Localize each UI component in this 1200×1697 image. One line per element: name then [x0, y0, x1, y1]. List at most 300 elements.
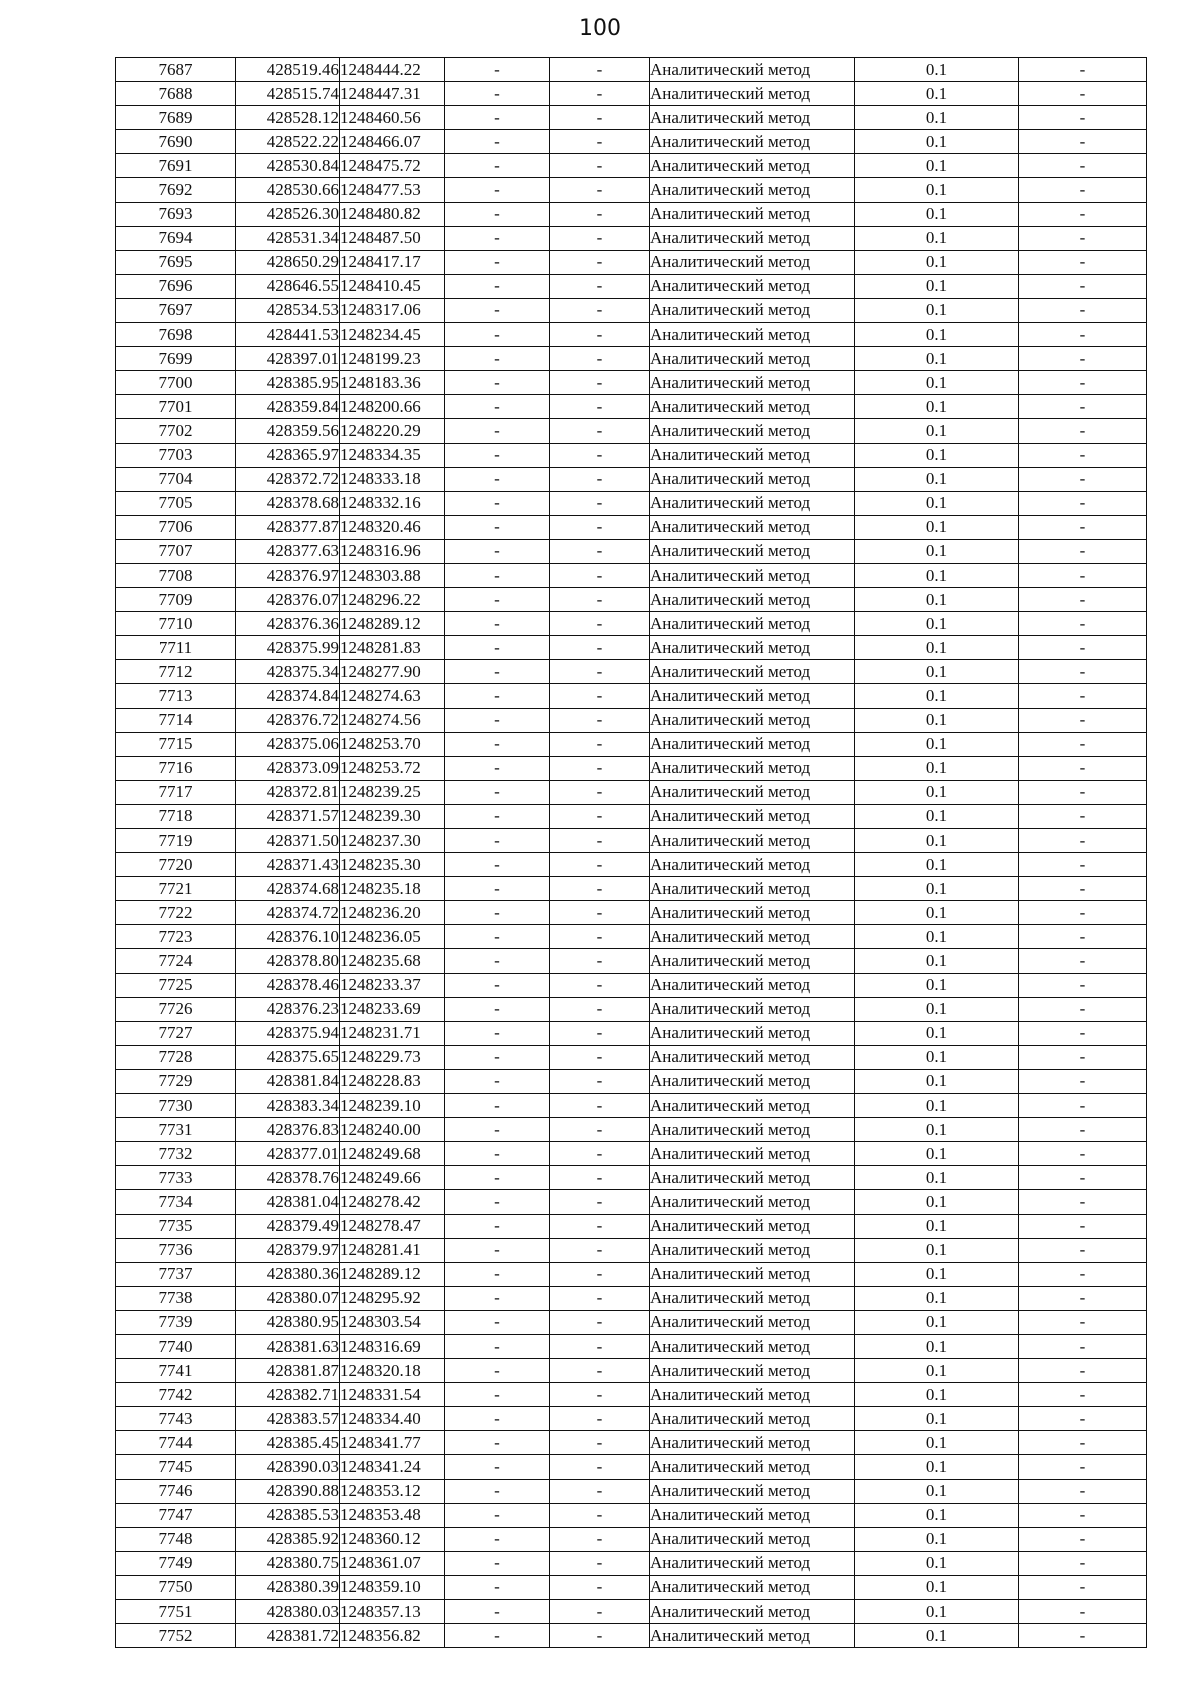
dash-cell: - — [550, 419, 650, 443]
dash-cell: - — [445, 1166, 550, 1190]
precision-cell: 0.1 — [855, 1455, 1019, 1479]
point-number-cell: 7691 — [116, 154, 236, 178]
method-cell: Аналитический метод — [650, 853, 855, 877]
precision-cell: 0.1 — [855, 106, 1019, 130]
dash-cell: - — [1019, 973, 1147, 997]
dash-cell: - — [550, 467, 650, 491]
x-coordinate-cell: 428374.72 — [236, 901, 340, 925]
method-cell: Аналитический метод — [650, 780, 855, 804]
table-row — [116, 1094, 1147, 1118]
method-cell: Аналитический метод — [650, 660, 855, 684]
dash-cell: - — [445, 58, 550, 82]
dash-cell: - — [445, 973, 550, 997]
method-cell: Аналитический метод — [650, 1359, 855, 1383]
dash-cell: - — [1019, 1238, 1147, 1262]
point-number-cell: 7703 — [116, 443, 236, 467]
dash-cell: - — [550, 684, 650, 708]
precision-cell: 0.1 — [855, 925, 1019, 949]
point-number-cell: 7694 — [116, 226, 236, 250]
table-row — [116, 1455, 1147, 1479]
precision-cell: 0.1 — [855, 1286, 1019, 1310]
method-cell: Аналитический метод — [650, 515, 855, 539]
table-row — [116, 58, 1147, 82]
y-coordinate-cell: 1248233.37 — [340, 973, 445, 997]
point-number-cell: 7737 — [116, 1262, 236, 1286]
table-row — [116, 226, 1147, 250]
dash-cell: - — [550, 1262, 650, 1286]
point-number-cell: 7725 — [116, 973, 236, 997]
table-row — [116, 202, 1147, 226]
dash-cell: - — [550, 1407, 650, 1431]
x-coordinate-cell: 428522.22 — [236, 130, 340, 154]
point-number-cell: 7700 — [116, 371, 236, 395]
x-coordinate-cell: 428381.84 — [236, 1069, 340, 1093]
precision-cell: 0.1 — [855, 1383, 1019, 1407]
dash-cell: - — [550, 1190, 650, 1214]
precision-cell: 0.1 — [855, 756, 1019, 780]
x-coordinate-cell: 428380.39 — [236, 1575, 340, 1599]
precision-cell: 0.1 — [855, 1118, 1019, 1142]
dash-cell: - — [1019, 732, 1147, 756]
dash-cell: - — [550, 1214, 650, 1238]
table-row — [116, 178, 1147, 202]
dash-cell: - — [550, 1359, 650, 1383]
dash-cell: - — [1019, 684, 1147, 708]
y-coordinate-cell: 1248274.56 — [340, 708, 445, 732]
dash-cell: - — [550, 780, 650, 804]
dash-cell: - — [1019, 660, 1147, 684]
dash-cell: - — [1019, 829, 1147, 853]
dash-cell: - — [1019, 1359, 1147, 1383]
dash-cell: - — [1019, 1407, 1147, 1431]
x-coordinate-cell: 428372.72 — [236, 467, 340, 491]
y-coordinate-cell: 1248334.40 — [340, 1407, 445, 1431]
y-coordinate-cell: 1248236.05 — [340, 925, 445, 949]
precision-cell: 0.1 — [855, 1310, 1019, 1334]
dash-cell: - — [445, 1214, 550, 1238]
precision-cell: 0.1 — [855, 1021, 1019, 1045]
table-row — [116, 395, 1147, 419]
table-row — [116, 1551, 1147, 1575]
point-number-cell: 7693 — [116, 202, 236, 226]
dash-cell: - — [1019, 1021, 1147, 1045]
table-row — [116, 1045, 1147, 1069]
dash-cell: - — [1019, 106, 1147, 130]
point-number-cell: 7695 — [116, 250, 236, 274]
dash-cell: - — [550, 636, 650, 660]
dash-cell: - — [550, 732, 650, 756]
dash-cell: - — [550, 395, 650, 419]
x-coordinate-cell: 428374.68 — [236, 877, 340, 901]
y-coordinate-cell: 1248460.56 — [340, 106, 445, 130]
dash-cell: - — [445, 491, 550, 515]
dash-cell: - — [550, 1503, 650, 1527]
dash-cell: - — [1019, 1310, 1147, 1334]
dash-cell: - — [1019, 178, 1147, 202]
method-cell: Аналитический метод — [650, 323, 855, 347]
point-number-cell: 7731 — [116, 1118, 236, 1142]
dash-cell: - — [550, 1166, 650, 1190]
x-coordinate-cell: 428373.09 — [236, 756, 340, 780]
y-coordinate-cell: 1248466.07 — [340, 130, 445, 154]
precision-cell: 0.1 — [855, 154, 1019, 178]
point-number-cell: 7751 — [116, 1600, 236, 1624]
point-number-cell: 7735 — [116, 1214, 236, 1238]
point-number-cell: 7687 — [116, 58, 236, 82]
x-coordinate-cell: 428646.55 — [236, 274, 340, 298]
precision-cell: 0.1 — [855, 563, 1019, 587]
y-coordinate-cell: 1248477.53 — [340, 178, 445, 202]
dash-cell: - — [550, 58, 650, 82]
precision-cell: 0.1 — [855, 1431, 1019, 1455]
table-row — [116, 1262, 1147, 1286]
table-row — [116, 684, 1147, 708]
dash-cell: - — [445, 1286, 550, 1310]
point-number-cell: 7743 — [116, 1407, 236, 1431]
method-cell: Аналитический метод — [650, 250, 855, 274]
dash-cell: - — [550, 949, 650, 973]
x-coordinate-cell: 428380.07 — [236, 1286, 340, 1310]
dash-cell: - — [1019, 226, 1147, 250]
dash-cell: - — [550, 178, 650, 202]
point-number-cell: 7749 — [116, 1551, 236, 1575]
dash-cell: - — [550, 973, 650, 997]
table-row — [116, 853, 1147, 877]
precision-cell: 0.1 — [855, 1479, 1019, 1503]
method-cell: Аналитический метод — [650, 877, 855, 901]
dash-cell: - — [445, 1142, 550, 1166]
x-coordinate-cell: 428385.53 — [236, 1503, 340, 1527]
x-coordinate-cell: 428385.45 — [236, 1431, 340, 1455]
table-row — [116, 298, 1147, 322]
x-coordinate-cell: 428381.04 — [236, 1190, 340, 1214]
dash-cell: - — [1019, 1503, 1147, 1527]
method-cell: Аналитический метод — [650, 82, 855, 106]
x-coordinate-cell: 428376.23 — [236, 997, 340, 1021]
dash-cell: - — [445, 395, 550, 419]
dash-cell: - — [1019, 877, 1147, 901]
method-cell: Аналитический метод — [650, 539, 855, 563]
y-coordinate-cell: 1248353.48 — [340, 1503, 445, 1527]
y-coordinate-cell: 1248281.41 — [340, 1238, 445, 1262]
precision-cell: 0.1 — [855, 1190, 1019, 1214]
point-number-cell: 7724 — [116, 949, 236, 973]
x-coordinate-cell: 428531.34 — [236, 226, 340, 250]
precision-cell: 0.1 — [855, 804, 1019, 828]
dash-cell: - — [1019, 298, 1147, 322]
y-coordinate-cell: 1248417.17 — [340, 250, 445, 274]
dash-cell: - — [550, 1624, 650, 1648]
x-coordinate-cell: 428382.71 — [236, 1383, 340, 1407]
table-row — [116, 467, 1147, 491]
y-coordinate-cell: 1248356.82 — [340, 1624, 445, 1648]
point-number-cell: 7702 — [116, 419, 236, 443]
method-cell: Аналитический метод — [650, 298, 855, 322]
table-body — [116, 58, 1147, 1648]
method-cell: Аналитический метод — [650, 901, 855, 925]
precision-cell: 0.1 — [855, 660, 1019, 684]
method-cell: Аналитический метод — [650, 1551, 855, 1575]
dash-cell: - — [445, 925, 550, 949]
y-coordinate-cell: 1248253.70 — [340, 732, 445, 756]
dash-cell: - — [550, 997, 650, 1021]
precision-cell: 0.1 — [855, 1600, 1019, 1624]
dash-cell: - — [1019, 1166, 1147, 1190]
dash-cell: - — [445, 1383, 550, 1407]
method-cell: Аналитический метод — [650, 1310, 855, 1334]
point-number-cell: 7689 — [116, 106, 236, 130]
precision-cell: 0.1 — [855, 1407, 1019, 1431]
precision-cell: 0.1 — [855, 130, 1019, 154]
table-row — [116, 515, 1147, 539]
x-coordinate-cell: 428380.95 — [236, 1310, 340, 1334]
table-row — [116, 1214, 1147, 1238]
x-coordinate-cell: 428380.03 — [236, 1600, 340, 1624]
dash-cell: - — [1019, 1431, 1147, 1455]
dash-cell: - — [445, 1334, 550, 1358]
dash-cell: - — [550, 443, 650, 467]
point-number-cell: 7736 — [116, 1238, 236, 1262]
method-cell: Аналитический метод — [650, 371, 855, 395]
method-cell: Аналитический метод — [650, 708, 855, 732]
precision-cell: 0.1 — [855, 684, 1019, 708]
dash-cell: - — [1019, 804, 1147, 828]
precision-cell: 0.1 — [855, 82, 1019, 106]
dash-cell: - — [1019, 612, 1147, 636]
method-cell: Аналитический метод — [650, 274, 855, 298]
y-coordinate-cell: 1248235.30 — [340, 853, 445, 877]
dash-cell: - — [445, 708, 550, 732]
dash-cell: - — [1019, 1142, 1147, 1166]
y-coordinate-cell: 1248277.90 — [340, 660, 445, 684]
dash-cell: - — [445, 226, 550, 250]
method-cell: Аналитический метод — [650, 973, 855, 997]
y-coordinate-cell: 1248296.22 — [340, 588, 445, 612]
x-coordinate-cell: 428526.30 — [236, 202, 340, 226]
dash-cell: - — [1019, 395, 1147, 419]
table-row — [116, 1021, 1147, 1045]
dash-cell: - — [1019, 347, 1147, 371]
dash-cell: - — [1019, 1262, 1147, 1286]
dash-cell: - — [550, 1045, 650, 1069]
table-row — [116, 877, 1147, 901]
dash-cell: - — [1019, 515, 1147, 539]
dash-cell: - — [550, 756, 650, 780]
y-coordinate-cell: 1248234.45 — [340, 323, 445, 347]
coordinates-table — [115, 57, 1147, 1648]
dash-cell: - — [550, 1455, 650, 1479]
table-row — [116, 997, 1147, 1021]
precision-cell: 0.1 — [855, 395, 1019, 419]
precision-cell: 0.1 — [855, 178, 1019, 202]
y-coordinate-cell: 1248236.20 — [340, 901, 445, 925]
method-cell: Аналитический метод — [650, 612, 855, 636]
page-number: 100 — [579, 16, 621, 41]
precision-cell: 0.1 — [855, 1214, 1019, 1238]
precision-cell: 0.1 — [855, 298, 1019, 322]
table-row — [116, 250, 1147, 274]
x-coordinate-cell: 428441.53 — [236, 323, 340, 347]
method-cell: Аналитический метод — [650, 443, 855, 467]
y-coordinate-cell: 1248235.18 — [340, 877, 445, 901]
dash-cell: - — [1019, 323, 1147, 347]
dash-cell: - — [445, 539, 550, 563]
dash-cell: - — [445, 732, 550, 756]
dash-cell: - — [1019, 1600, 1147, 1624]
method-cell: Аналитический метод — [650, 202, 855, 226]
x-coordinate-cell: 428359.84 — [236, 395, 340, 419]
dash-cell: - — [445, 684, 550, 708]
method-cell: Аналитический метод — [650, 1431, 855, 1455]
dash-cell: - — [550, 1021, 650, 1045]
precision-cell: 0.1 — [855, 853, 1019, 877]
dash-cell: - — [550, 130, 650, 154]
precision-cell: 0.1 — [855, 1166, 1019, 1190]
dash-cell: - — [550, 106, 650, 130]
x-coordinate-cell: 428371.50 — [236, 829, 340, 853]
x-coordinate-cell: 428385.95 — [236, 371, 340, 395]
dash-cell: - — [550, 1479, 650, 1503]
table-row — [116, 1238, 1147, 1262]
table-row — [116, 154, 1147, 178]
method-cell: Аналитический метод — [650, 58, 855, 82]
table-row — [116, 274, 1147, 298]
y-coordinate-cell: 1248239.30 — [340, 804, 445, 828]
dash-cell: - — [445, 298, 550, 322]
y-coordinate-cell: 1248410.45 — [340, 274, 445, 298]
dash-cell: - — [445, 323, 550, 347]
table-row — [116, 347, 1147, 371]
table-row — [116, 636, 1147, 660]
dash-cell: - — [445, 1021, 550, 1045]
point-number-cell: 7746 — [116, 1479, 236, 1503]
dash-cell: - — [550, 1527, 650, 1551]
point-number-cell: 7742 — [116, 1383, 236, 1407]
dash-cell: - — [445, 1407, 550, 1431]
precision-cell: 0.1 — [855, 1238, 1019, 1262]
dash-cell: - — [550, 1334, 650, 1358]
method-cell: Аналитический метод — [650, 1166, 855, 1190]
table-row — [116, 1407, 1147, 1431]
table-row — [116, 130, 1147, 154]
y-coordinate-cell: 1248303.54 — [340, 1310, 445, 1334]
method-cell: Аналитический метод — [650, 395, 855, 419]
dash-cell: - — [1019, 250, 1147, 274]
table-row — [116, 563, 1147, 587]
y-coordinate-cell: 1248320.18 — [340, 1359, 445, 1383]
method-cell: Аналитический метод — [650, 1334, 855, 1358]
table-row — [116, 443, 1147, 467]
method-cell: Аналитический метод — [650, 563, 855, 587]
x-coordinate-cell: 428383.34 — [236, 1094, 340, 1118]
dash-cell: - — [445, 1094, 550, 1118]
y-coordinate-cell: 1248253.72 — [340, 756, 445, 780]
y-coordinate-cell: 1248444.22 — [340, 58, 445, 82]
dash-cell: - — [550, 708, 650, 732]
dash-cell: - — [1019, 563, 1147, 587]
precision-cell: 0.1 — [855, 1503, 1019, 1527]
point-number-cell: 7729 — [116, 1069, 236, 1093]
point-number-cell: 7708 — [116, 563, 236, 587]
dash-cell: - — [445, 202, 550, 226]
method-cell: Аналитический метод — [650, 949, 855, 973]
y-coordinate-cell: 1248239.10 — [340, 1094, 445, 1118]
dash-cell: - — [1019, 1069, 1147, 1093]
method-cell: Аналитический метод — [650, 1575, 855, 1599]
precision-cell: 0.1 — [855, 1262, 1019, 1286]
y-coordinate-cell: 1248278.42 — [340, 1190, 445, 1214]
point-number-cell: 7697 — [116, 298, 236, 322]
dash-cell: - — [550, 298, 650, 322]
y-coordinate-cell: 1248220.29 — [340, 419, 445, 443]
y-coordinate-cell: 1248341.77 — [340, 1431, 445, 1455]
y-coordinate-cell: 1248353.12 — [340, 1479, 445, 1503]
dash-cell: - — [445, 1479, 550, 1503]
point-number-cell: 7741 — [116, 1359, 236, 1383]
method-cell: Аналитический метод — [650, 732, 855, 756]
table-row — [116, 925, 1147, 949]
dash-cell: - — [445, 1431, 550, 1455]
point-number-cell: 7752 — [116, 1624, 236, 1648]
x-coordinate-cell: 428378.80 — [236, 949, 340, 973]
precision-cell: 0.1 — [855, 612, 1019, 636]
point-number-cell: 7705 — [116, 491, 236, 515]
table-row — [116, 1166, 1147, 1190]
dash-cell: - — [550, 226, 650, 250]
method-cell: Аналитический метод — [650, 106, 855, 130]
y-coordinate-cell: 1248333.18 — [340, 467, 445, 491]
dash-cell: - — [550, 1383, 650, 1407]
dash-cell: - — [550, 539, 650, 563]
dash-cell: - — [445, 371, 550, 395]
y-coordinate-cell: 1248331.54 — [340, 1383, 445, 1407]
dash-cell: - — [550, 491, 650, 515]
method-cell: Аналитический метод — [650, 588, 855, 612]
table-row — [116, 1142, 1147, 1166]
dash-cell: - — [550, 1286, 650, 1310]
table-row — [116, 804, 1147, 828]
method-cell: Аналитический метод — [650, 1142, 855, 1166]
precision-cell: 0.1 — [855, 274, 1019, 298]
x-coordinate-cell: 428381.87 — [236, 1359, 340, 1383]
dash-cell: - — [1019, 58, 1147, 82]
y-coordinate-cell: 1248334.35 — [340, 443, 445, 467]
point-number-cell: 7728 — [116, 1045, 236, 1069]
table-row — [116, 949, 1147, 973]
y-coordinate-cell: 1248231.71 — [340, 1021, 445, 1045]
dash-cell: - — [445, 1262, 550, 1286]
dash-cell: - — [1019, 1479, 1147, 1503]
table-row — [116, 1069, 1147, 1093]
method-cell: Аналитический метод — [650, 636, 855, 660]
method-cell: Аналитический метод — [650, 1094, 855, 1118]
dash-cell: - — [1019, 371, 1147, 395]
precision-cell: 0.1 — [855, 708, 1019, 732]
dash-cell: - — [445, 467, 550, 491]
dash-cell: - — [550, 250, 650, 274]
dash-cell: - — [445, 274, 550, 298]
dash-cell: - — [550, 154, 650, 178]
x-coordinate-cell: 428381.63 — [236, 1334, 340, 1358]
x-coordinate-cell: 428379.49 — [236, 1214, 340, 1238]
x-coordinate-cell: 428377.87 — [236, 515, 340, 539]
dash-cell: - — [445, 563, 550, 587]
dash-cell: - — [445, 636, 550, 660]
point-number-cell: 7738 — [116, 1286, 236, 1310]
method-cell: Аналитический метод — [650, 925, 855, 949]
dash-cell: - — [1019, 1334, 1147, 1358]
point-number-cell: 7727 — [116, 1021, 236, 1045]
